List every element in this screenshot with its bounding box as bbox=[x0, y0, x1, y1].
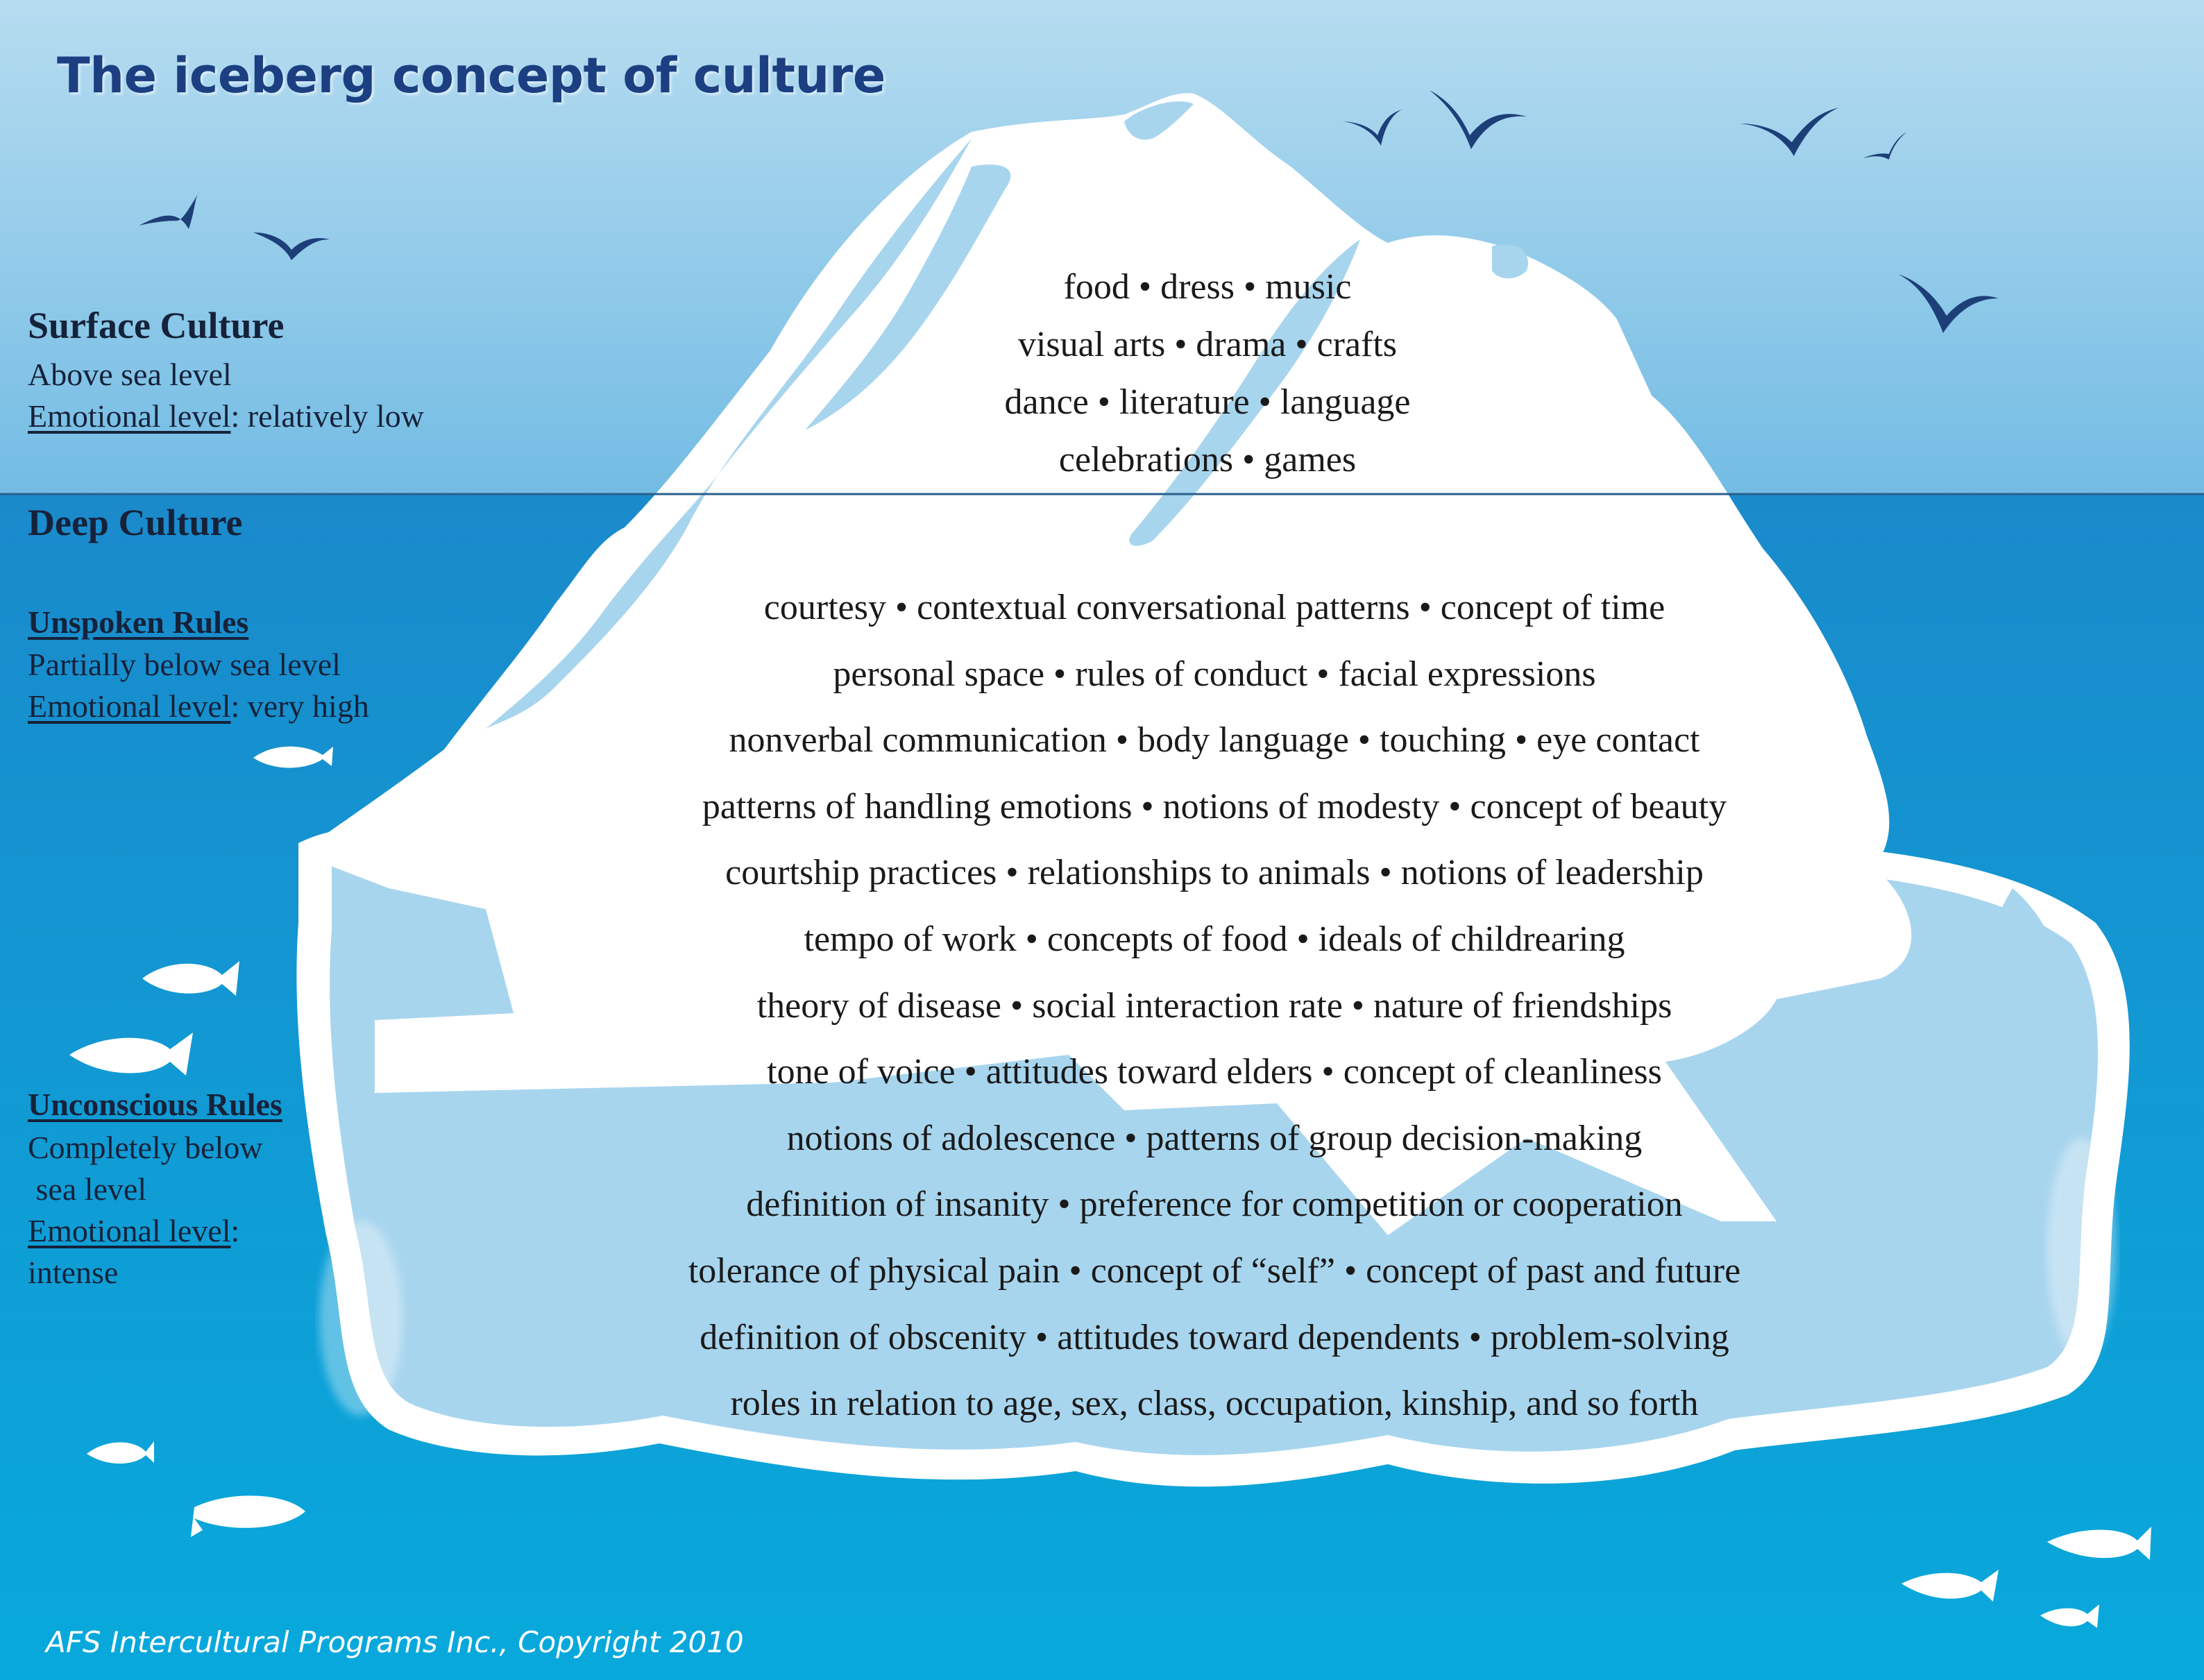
deep-item-line: courtship practices • relationships to animals • notions of leadership bbox=[725, 853, 1704, 893]
unspoken-rules-emotional bbox=[28, 686, 369, 727]
deep-item-line: roles in relation to age, sex, class, occupation, kinship, and so forth bbox=[730, 1384, 1699, 1424]
deep-item-line: personal space • rules of conduct • facial expressions bbox=[833, 654, 1596, 694]
ice-highlight-right bbox=[2047, 1138, 2117, 1360]
deep-item-line: tempo of work • concepts of food • ideals of childrearing bbox=[804, 919, 1625, 959]
page-title: The iceberg concept of culture bbox=[57, 47, 885, 104]
deep-item-line: tolerance of physical pain • concept of “self” • concept of past and future bbox=[688, 1250, 1741, 1291]
unconscious-rules-heading: Unconscious Rules bbox=[28, 1087, 282, 1122]
surface-item-line: dance • literature • language bbox=[1004, 382, 1411, 422]
emotional-level-label: Emotional level bbox=[28, 398, 231, 434]
unspoken-rules-heading: Unspoken Rules bbox=[28, 604, 249, 640]
surface-culture-line: Above sea level bbox=[28, 357, 232, 392]
deep-item-line: courtesy • contextual conversational patterns • concept of time bbox=[763, 588, 1665, 627]
emotional-level-value: : very high bbox=[230, 688, 369, 724]
surface-item-line: food • dress • music bbox=[1063, 267, 1352, 307]
emotional-level-label: Emotional level bbox=[28, 688, 231, 724]
unconscious-rules-emotional bbox=[28, 1210, 239, 1252]
deep-item-line: nonverbal communication • body language • touching • eye contact bbox=[729, 720, 1700, 761]
emotional-level-label: Emotional level bbox=[28, 1213, 231, 1248]
emotional-level-value: : bbox=[230, 1213, 240, 1248]
deep-item-line: definition of obscenity • attitudes toward dependents • problem-solving bbox=[700, 1317, 1729, 1357]
deep-item-line: notions of adolescence • patterns of group decision-making bbox=[786, 1118, 1643, 1158]
deep-culture-heading: Deep Culture bbox=[28, 502, 243, 543]
surface-culture-emotional bbox=[28, 396, 424, 437]
surface-culture-items bbox=[763, 258, 1652, 489]
surface-culture-heading: Surface Culture bbox=[28, 305, 285, 346]
unconscious-rules-line2: sea level bbox=[28, 1171, 147, 1207]
deep-culture-items bbox=[527, 575, 1901, 1437]
deep-item-line: tone of voice • attitudes toward elders • concept of cleanliness bbox=[767, 1052, 1662, 1092]
emotional-level-value: : relatively low bbox=[230, 398, 425, 434]
copyright-notice: AFS Intercultural Programs Inc., Copyright 2010 bbox=[46, 1625, 744, 1659]
ice-highlight-left bbox=[319, 1221, 402, 1416]
unconscious-rules-emotional-value: intense bbox=[28, 1255, 119, 1290]
deep-item-line: definition of insanity • preference for competition or cooperation bbox=[746, 1185, 1683, 1225]
surface-item-line: celebrations • games bbox=[1058, 440, 1357, 480]
unspoken-rules-line: Partially below sea level bbox=[28, 647, 341, 682]
surface-item-line: visual arts • drama • crafts bbox=[1017, 325, 1398, 364]
deep-item-line: theory of disease • social interaction rate • nature of friendships bbox=[756, 985, 1672, 1026]
unconscious-rules-line1: Completely below bbox=[28, 1130, 263, 1165]
deep-item-line: patterns of handling emotions • notions of modesty • concept of beauty bbox=[702, 786, 1727, 826]
